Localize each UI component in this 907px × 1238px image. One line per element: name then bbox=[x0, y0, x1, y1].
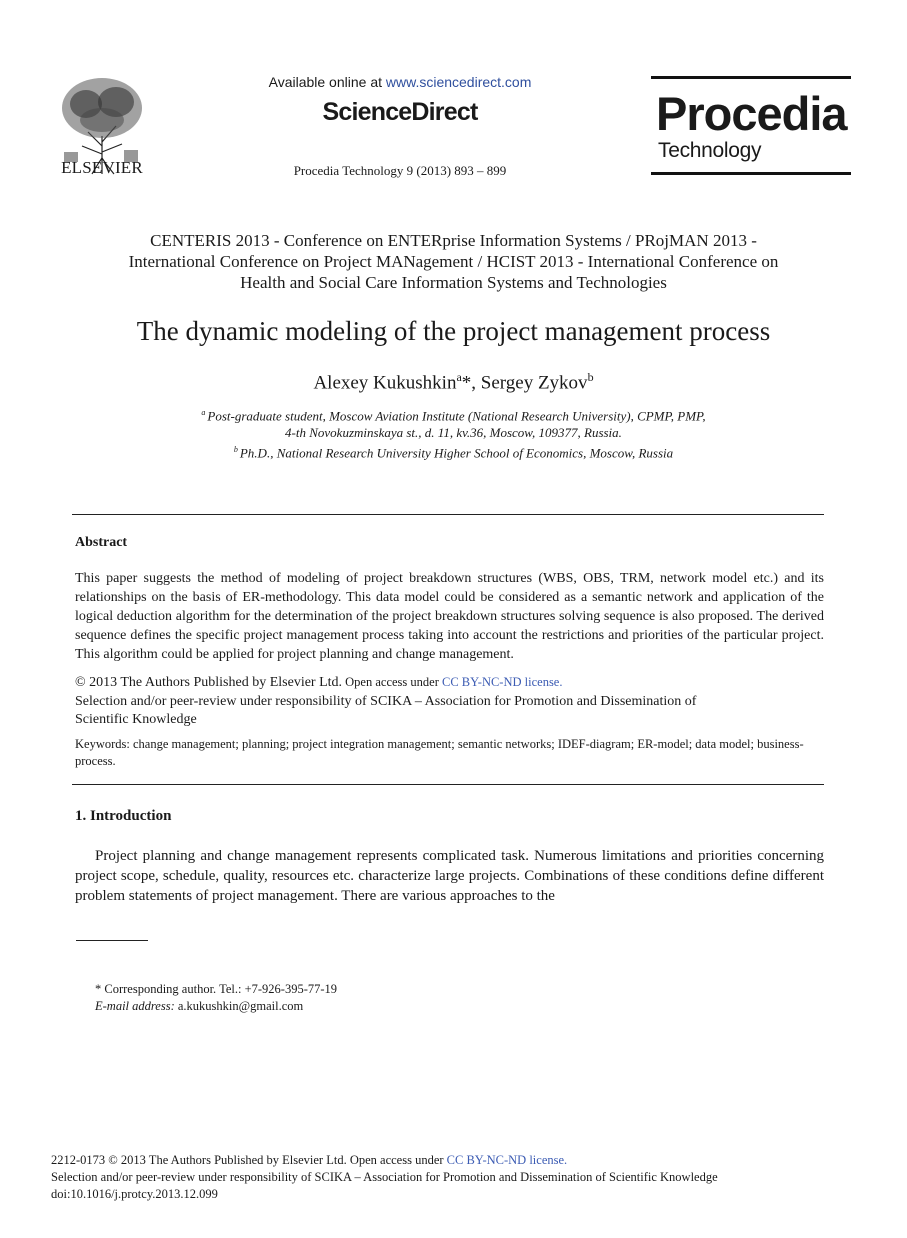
copyright-main: © 2013 The Authors Published by Elsevier Ltd. bbox=[75, 675, 343, 690]
available-online-line bbox=[200, 73, 600, 91]
footer-open-access-label: Open access under bbox=[346, 1153, 447, 1167]
footer-license-link[interactable]: CC BY-NC-ND license. bbox=[446, 1153, 568, 1167]
introduction-paragraph: Project planning and change management represents complicated task. Numerous limitations and priorities concerning project scope, schedule, quality, resources etc. characterize large projects. Combinations of these conditions define different problem statements of project management. There are various approaches to the bbox=[75, 848, 824, 904]
section-heading-introduction: 1. Introduction bbox=[75, 808, 172, 824]
license-link[interactable]: CC BY-NC-ND license. bbox=[442, 675, 563, 689]
affiliation-a-line-1 bbox=[100, 404, 807, 424]
affiliation-a-line-2: 4-th Novokuzminskaya st., d. 11, kv.36, Moscow, 109377, Russia. bbox=[285, 425, 622, 441]
corresponding-author-mark: * bbox=[461, 372, 472, 394]
conference-line-3: Health and Social Care Information Systems and Technologies bbox=[240, 273, 667, 292]
email-address: a.kukushkin@gmail.com bbox=[174, 999, 304, 1013]
email-label: E-mail address: bbox=[95, 999, 175, 1013]
copyright-notice bbox=[75, 673, 824, 730]
paper-title: The dynamic modeling of the project management process bbox=[136, 316, 771, 346]
procedia-logo-name: Procedia bbox=[656, 87, 847, 140]
sciencedirect-url-link[interactable]: www.sciencedirect.com bbox=[385, 74, 532, 90]
sciencedirect-logo-text: ScienceDirect bbox=[322, 98, 478, 126]
author-1-affiliation-mark: a bbox=[456, 370, 462, 384]
affiliation-b-text: Ph.D., National Research University Higher School of Economics, Moscow, Russia bbox=[239, 445, 674, 461]
issn-copyright: 2212-0173 © 2013 The Authors Published by Elsevier Ltd. bbox=[51, 1153, 347, 1167]
affiliation-b-mark: b bbox=[233, 445, 240, 455]
doi: doi:10.1016/j.protcy.2013.12.099 bbox=[51, 1187, 218, 1201]
author-2-name: Sergey Zykov bbox=[480, 372, 588, 394]
abstract-top-rule bbox=[72, 514, 824, 515]
copyright-line-3: Scientific Knowledge bbox=[75, 712, 197, 727]
conference-line-1: CENTERIS 2013 - Conference on ENTERprise Information Systems / PRojMAN 2013 - bbox=[150, 231, 757, 250]
corresponding-author-note: * Corresponding author. Tel.: +7-926-395-77-19 bbox=[95, 982, 338, 996]
procedia-logo-bottom-rule bbox=[651, 172, 851, 175]
affiliations bbox=[100, 404, 807, 462]
affiliation-a-text: Post-graduate student, Moscow Aviation Institute (National Research University), CPMP, PMP, bbox=[207, 408, 706, 424]
publication-footer bbox=[51, 1152, 871, 1203]
issn-line bbox=[51, 1152, 871, 1169]
keywords: Keywords: change management; planning; project integration management; semantic networks; IDEF-diagram; ER-model; data model; business-process. bbox=[75, 737, 804, 768]
footnote bbox=[95, 981, 695, 1015]
open-access-label: Open access under bbox=[342, 675, 442, 689]
publisher-wordmark: ELSEVIER bbox=[61, 158, 143, 177]
author-separator: , bbox=[471, 372, 481, 394]
affiliation-a-mark: a bbox=[201, 408, 208, 417]
abstract-text: This paper suggests the method of modeling of project breakdown structures (WBS, OBS, TRM, network model etc.) and its relationships on the basis of ER-methodology. This data model could be considered as a semantic network and application of the logical deduction algorithm for the determination of the project breakdown structures solving sequence is also proposed. The derived sequence defines the specific project management process taking into account the restrictions and priorities of the particular project. This algorithm could be applied for project planning and change management. bbox=[75, 571, 824, 662]
available-online-prefix: Available online at bbox=[268, 74, 386, 90]
conference-name bbox=[70, 230, 837, 293]
author-list bbox=[100, 364, 807, 396]
abstract-bottom-rule bbox=[72, 784, 824, 785]
footer-review-line: Selection and/or peer-review under responsibility of SCIKA – Association for Promotion and Dissemination of Scientific Knowledge bbox=[51, 1170, 718, 1184]
conference-line-2: International Conference on Project MANagement / HCIST 2013 - International Conference on bbox=[128, 252, 779, 271]
affiliation-b-line-1 bbox=[100, 441, 807, 461]
abstract-heading: Abstract bbox=[75, 535, 128, 550]
footnote-rule bbox=[76, 940, 148, 941]
procedia-logo-subtitle: Technology bbox=[658, 139, 762, 162]
journal-reference: Procedia Technology 9 (2013) 893 – 899 bbox=[293, 163, 507, 178]
procedia-logo-top-rule bbox=[651, 76, 851, 79]
author-1-name: Alexey Kukushkin bbox=[313, 372, 457, 394]
copyright-line-2: Selection and/or peer-review under responsibility of SCIKA – Association for Promotion and Dissemination of bbox=[75, 693, 697, 709]
copyright-line-1 bbox=[75, 673, 824, 693]
author-2-affiliation-mark: b bbox=[587, 370, 594, 384]
email-line bbox=[95, 998, 695, 1015]
